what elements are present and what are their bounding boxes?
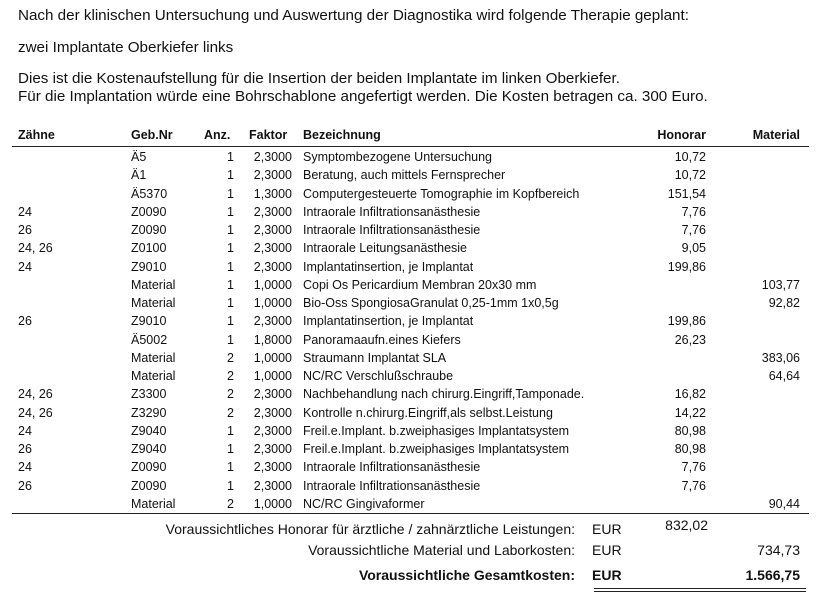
cell-faktor: 2,3000 [253,460,292,474]
cell-faktor: 2,3000 [253,314,292,328]
cell-faktor: 2,3000 [253,260,292,274]
cell-bezeichnung: Symptombezogene Untersuchung [303,150,493,164]
cell-faktor: 2,3000 [253,205,292,219]
cell-bezeichnung: Freil.e.Implant. b.zweiphasiges Implantatsystem [303,442,570,456]
cell-anz: 1 [227,278,234,292]
cell-bezeichnung: Copi Os Pericardium Membran 20x30 mm [303,278,537,292]
cell-bezeichnung: Intraorale Leitungsanästhesie [303,241,468,255]
cell-zaehne: 24, 26 [18,241,53,255]
cell-anz: 1 [227,260,234,274]
header-divider [12,146,809,147]
cell-gebnr: Material [131,296,176,310]
cell-gebnr: Z0100 [131,241,167,255]
honorar-total-label: Voraussichtliches Honorar für ärztliche / zahnärztliche Leistungen: [165,521,575,537]
cell-honorar: 7,76 [681,223,706,237]
cell-bezeichnung: Kontrolle n.chirurg.Eingriff,als selbst.Leistung [303,406,553,420]
cell-bezeichnung: Intraorale Infiltrationsanästhesie [303,223,481,237]
cell-honorar: 7,76 [681,205,706,219]
cell-gebnr: Z9010 [131,260,167,274]
honorar-total-currency: EUR [592,521,622,537]
cell-gebnr: Ä5370 [131,187,168,201]
cell-anz: 1 [227,333,234,347]
header-zaehne: Zähne [18,128,55,142]
cell-faktor: 2,3000 [253,442,292,456]
cell-gebnr: Material [131,278,176,292]
header-gebnr: Geb.Nr [131,128,173,142]
header-faktor: Faktor [249,128,288,142]
cell-gebnr: Material [131,369,176,383]
cell-faktor: 2,3000 [253,241,292,255]
cell-bezeichnung: NC/RC Gingivaformer [303,497,425,511]
cell-faktor: 2,3000 [253,150,292,164]
cell-gebnr: Material [131,497,176,511]
cell-bezeichnung: Panoramaaufn.eines Kiefers [303,333,461,347]
cell-honorar: 10,72 [674,150,706,164]
cell-faktor: 1,0000 [253,278,292,292]
cell-honorar: 199,86 [667,260,706,274]
cell-anz: 2 [227,497,234,511]
intro-line-1: Nach der klinischen Untersuchung und Auswertung der Diagnostika wird folgende Therapie geplant: [18,7,689,24]
cell-honorar: 7,76 [681,479,706,493]
cell-bezeichnung: Implantatinsertion, je Implantat [303,260,474,274]
cell-faktor: 2,3000 [253,424,292,438]
cell-anz: 1 [227,296,234,310]
cell-material: 92,82 [768,296,800,310]
intro-line-4: Für die Implantation würde eine Bohrschablone angefertigt werden. Die Kosten betragen ca. 300 Euro. [18,88,708,105]
cell-gebnr: Ä5 [131,150,147,164]
material-total-value: 734,73 [757,542,800,558]
cell-zaehne: 24 [18,460,32,474]
cell-gebnr: Z9010 [131,314,167,328]
cell-material: 64,64 [768,369,800,383]
cell-honorar: 80,98 [674,424,706,438]
cell-zaehne: 26 [18,314,32,328]
cell-gebnr: Z9040 [131,424,167,438]
header-material: Material [752,128,800,142]
cell-faktor: 2,3000 [253,387,292,401]
cell-anz: 1 [227,168,234,182]
intro-line-2: zwei Implantate Oberkiefer links [18,39,234,56]
cell-honorar: 26,23 [674,333,706,347]
cell-honorar: 16,82 [674,387,706,401]
material-total-currency: EUR [592,542,622,558]
cell-gebnr: Z0090 [131,205,167,219]
cell-anz: 1 [227,241,234,255]
cell-zaehne: 26 [18,442,32,456]
cell-faktor: 1,0000 [253,296,292,310]
cell-gebnr: Ä1 [131,168,147,182]
cell-zaehne: 26 [18,223,32,237]
cell-faktor: 1,3000 [253,187,292,201]
cell-zaehne: 26 [18,479,32,493]
cell-anz: 2 [227,387,234,401]
cell-faktor: 2,3000 [253,479,292,493]
total-underline-2 [594,591,806,592]
cell-faktor: 1,0000 [253,497,292,511]
cell-bezeichnung: Bio-Oss SpongiosaGranulat 0,25-1mm 1x0,5g [303,296,559,310]
cell-bezeichnung: Intraorale Infiltrationsanästhesie [303,479,481,493]
cell-anz: 1 [227,479,234,493]
cell-bezeichnung: Straumann Implantat SLA [303,351,447,365]
cell-honorar: 80,98 [674,442,706,456]
cell-bezeichnung: Intraorale Infiltrationsanästhesie [303,205,481,219]
cell-bezeichnung: Computergesteuerte Tomographie im Kopfbereich [303,187,580,201]
header-honorar: Honorar [657,128,706,142]
cell-anz: 1 [227,205,234,219]
cell-material: 383,06 [761,351,800,365]
cell-gebnr: Z0090 [131,223,167,237]
cell-anz: 1 [227,187,234,201]
cell-faktor: 1,0000 [253,351,292,365]
cell-honorar: 10,72 [674,168,706,182]
cell-bezeichnung: Intraorale Infiltrationsanästhesie [303,460,481,474]
cell-bezeichnung: Freil.e.Implant. b.zweiphasiges Implantatsystem [303,424,570,438]
cell-material: 90,44 [768,497,800,511]
intro-line-3: Dies ist die Kostenaufstellung für die Insertion der beiden Implantate im linken Oberkiefer. [18,70,620,87]
cell-anz: 2 [227,351,234,365]
cell-faktor: 2,3000 [253,406,292,420]
cell-zaehne: 24 [18,205,32,219]
cell-bezeichnung: Nachbehandlung nach chirurg.Eingriff,Tamponade. [303,387,585,401]
cell-gebnr: Z0090 [131,460,167,474]
material-total-label: Voraussichtliche Material und Laborkosten: [308,542,575,558]
cell-gebnr: Z3290 [131,406,167,420]
grand-total-value: 1.566,75 [745,567,800,583]
honorar-total-value: 832,02 [665,517,708,533]
header-bezeichnung: Bezeichnung [303,128,381,142]
cell-zaehne: 24 [18,260,32,274]
cell-faktor: 2,3000 [253,168,292,182]
grand-total-currency: EUR [592,567,622,583]
cell-bezeichnung: NC/RC Verschlußschraube [303,369,454,383]
cell-anz: 2 [227,406,234,420]
cell-gebnr: Z9040 [131,442,167,456]
cell-zaehne: 24, 26 [18,387,53,401]
cell-gebnr: Material [131,351,176,365]
cell-honorar: 7,76 [681,460,706,474]
cell-zaehne: 24 [18,424,32,438]
cell-gebnr: Z0090 [131,479,167,493]
cell-honorar: 14,22 [674,406,706,420]
grand-total-label: Voraussichtliche Gesamtkosten: [358,567,575,583]
cell-material: 103,77 [761,278,800,292]
total-underline-1 [594,588,806,589]
cell-honorar: 151,54 [667,187,706,201]
cell-bezeichnung: Beratung, auch mittels Fernsprecher [303,168,506,182]
cell-gebnr: Ä5002 [131,333,168,347]
cell-bezeichnung: Implantatinsertion, je Implantat [303,314,474,328]
cell-anz: 2 [227,369,234,383]
cell-anz: 1 [227,460,234,474]
table-bottom-divider [12,513,809,514]
cell-faktor: 1,0000 [253,369,292,383]
cell-gebnr: Z3300 [131,387,167,401]
cell-anz: 1 [227,150,234,164]
cell-anz: 1 [227,442,234,456]
cell-honorar: 9,05 [681,241,706,255]
cell-zaehne: 24, 26 [18,406,53,420]
header-anz: Anz. [204,128,231,142]
cell-faktor: 1,8000 [253,333,292,347]
cell-anz: 1 [227,223,234,237]
cell-anz: 1 [227,314,234,328]
cell-honorar: 199,86 [667,314,706,328]
cell-anz: 1 [227,424,234,438]
cell-faktor: 2,3000 [253,223,292,237]
